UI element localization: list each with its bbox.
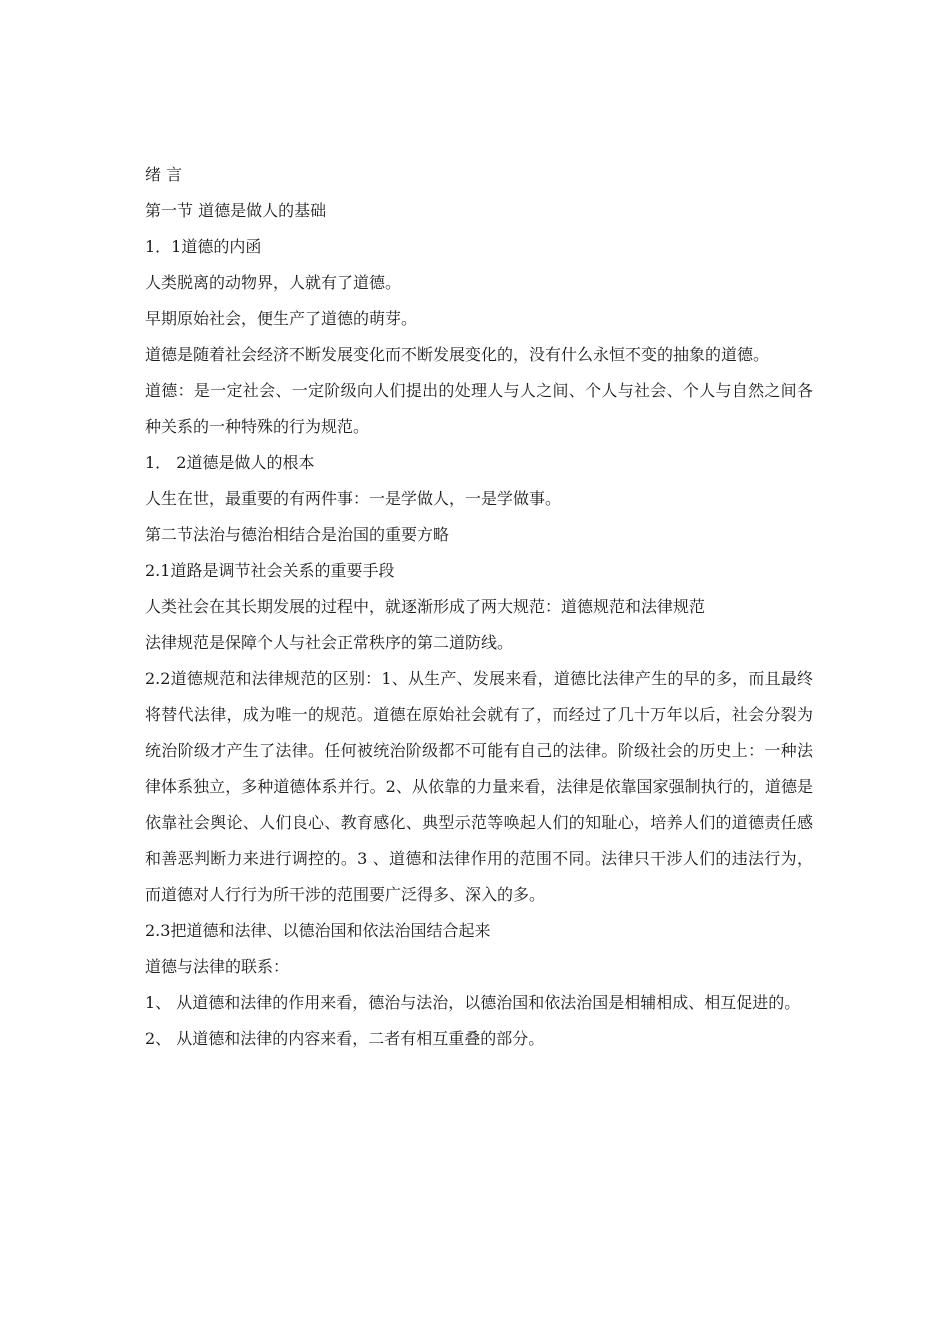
document-page (145, 157, 813, 1057)
paragraph: 人类社会在其长期发展的过程中，就逐渐形成了两大规范：道德规范和法律规范 (145, 597, 706, 616)
subsection-1-2-title: 1． 2道德是做人的根本 (145, 453, 315, 472)
section-2-title: 第二节法治与德治相结合是治国的重要方略 (145, 525, 450, 544)
subsection-1-1-title: 1．1道德的内函 (145, 237, 262, 256)
paragraph: 道德是随着社会经济不断发展变化而不断发展变化的，没有什么永恒不变的抽象的道德。 (145, 345, 770, 364)
section-1-title: 第一节 道德是做人的基础 (145, 201, 327, 220)
paragraph-differences: 2.2道德规范和法律规范的区别：1、从生产、发展来看，道德比法律产生的早的多，而且最终将替代法律，成为唯一的规范。道德在原始社会就有了，而经过了几十万年以后，社会分裂为统治阶级才产生了法律。任何被统治阶级都不可能有自己的法律。阶级社会的历史上：一种法律体系独立，多种道德体系并行。2、从依靠的力量来看，法律是依靠国家强制执行的，道德是依靠社会舆论、人们良心、教育感化、典型示范等唤起人们的知耻心，培养人们的道德责任感和善恶判断力来进行调控的。3 、道德和法律作用的范围不同。法律只干涉人们的违法行为，而道德对人行行为所干涉的范围要广泛得多、深入的多。 (145, 669, 813, 904)
paragraph: 早期原始社会，便生产了道德的萌芽。 (145, 309, 418, 328)
subsection-2-1-title: 2.1道路是调节社会关系的重要手段 (145, 561, 395, 580)
paragraph-definition: 道德：是一定社会、一定阶级向人们提出的处理人与人之间、个人与社会、个人与自然之间各种关系的一种特殊的行为规范。 (145, 381, 813, 436)
heading-preface: 绪 言 (145, 165, 183, 184)
list-item: 2、 从道德和法律的内容来看，二者有相互重叠的部分。 (145, 1029, 545, 1048)
paragraph: 道德与法律的联系： (145, 957, 290, 976)
list-item: 1、 从道德和法律的作用来看，德治与法治，以德治国和依法治国是相辅相成、相互促进的。 (145, 993, 801, 1012)
subsection-2-3-title: 2.3把道德和法律、以德治国和依法治国结合起来 (145, 921, 491, 940)
paragraph: 人类脱离的动物界，人就有了道德。 (145, 273, 402, 292)
paragraph: 人生在世，最重要的有两件事：一是学做人，一是学做事。 (145, 489, 562, 508)
paragraph: 法律规范是保障个人与社会正常秩序的第二道防线。 (145, 633, 514, 652)
